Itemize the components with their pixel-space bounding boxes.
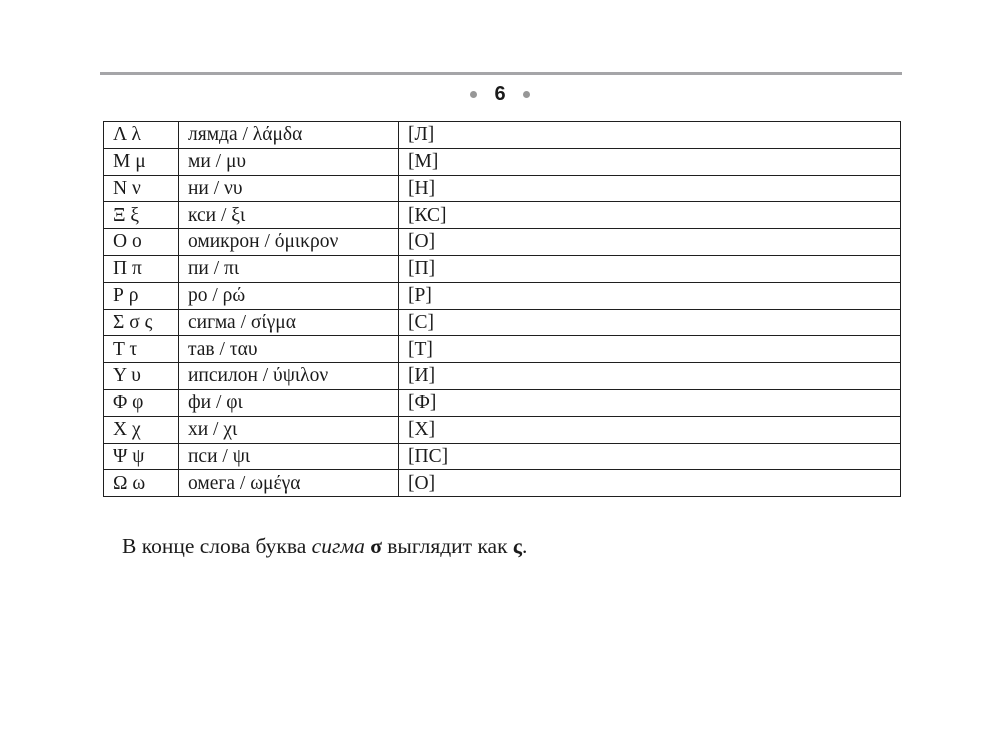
letter-name-cell: омега / ωμέγα xyxy=(179,470,399,497)
letter-name-cell: ро / ρώ xyxy=(179,282,399,309)
note-period: . xyxy=(522,534,528,558)
table-row xyxy=(104,470,901,497)
letter-name-cell: ми / μυ xyxy=(179,148,399,175)
pronunciation-cell: [КС] xyxy=(399,202,901,229)
table-row xyxy=(104,122,901,149)
table-row xyxy=(104,416,901,443)
greek-letter-cell: Ω ω xyxy=(104,470,179,497)
pronunciation-cell: [С] xyxy=(399,309,901,336)
pronunciation-cell: [О] xyxy=(399,470,901,497)
letter-name-cell: лямда / λάμδα xyxy=(179,122,399,149)
table-row xyxy=(104,336,901,363)
note-text: В конце слова буква xyxy=(122,534,307,558)
table-row xyxy=(104,363,901,390)
table-row xyxy=(104,309,901,336)
greek-letter-cell: Φ φ xyxy=(104,389,179,416)
letter-name-cell: фи / φι xyxy=(179,389,399,416)
pronunciation-cell: [Х] xyxy=(399,416,901,443)
page-dot-right-icon xyxy=(523,91,530,98)
greek-letter-cell: Ρ ρ xyxy=(104,282,179,309)
letter-name-cell: пи / πι xyxy=(179,255,399,282)
greek-letter-cell: Ν ν xyxy=(104,175,179,202)
pronunciation-cell: [Т] xyxy=(399,336,901,363)
page-header xyxy=(0,84,1000,104)
pronunciation-cell: [Р] xyxy=(399,282,901,309)
table-row xyxy=(104,443,901,470)
letter-name-cell: тав / ταυ xyxy=(179,336,399,363)
pronunciation-cell: [М] xyxy=(399,148,901,175)
table-row xyxy=(104,202,901,229)
greek-letter-cell: Ο ο xyxy=(104,229,179,256)
letter-name-cell: ни / νυ xyxy=(179,175,399,202)
greek-letter-cell: Χ χ xyxy=(104,416,179,443)
pronunciation-cell: [Л] xyxy=(399,122,901,149)
table-row xyxy=(104,148,901,175)
greek-letter-cell: Ξ ξ xyxy=(104,202,179,229)
greek-letter-cell: Τ τ xyxy=(104,336,179,363)
note-text: выглядит как xyxy=(387,534,508,558)
note-italic-word: сигма xyxy=(311,534,365,558)
greek-letter-cell: Π π xyxy=(104,255,179,282)
pronunciation-cell: [Н] xyxy=(399,175,901,202)
page-number: 6 xyxy=(494,83,506,105)
pronunciation-cell: [П] xyxy=(399,255,901,282)
greek-letter-cell: Μ μ xyxy=(104,148,179,175)
table-row xyxy=(104,282,901,309)
letter-name-cell: пси / ψι xyxy=(179,443,399,470)
top-divider xyxy=(100,72,902,75)
pronunciation-cell: [ПС] xyxy=(399,443,901,470)
greek-letter-cell: Σ σ ς xyxy=(104,309,179,336)
pronunciation-cell: [О] xyxy=(399,229,901,256)
greek-letter-cell: Λ λ xyxy=(104,122,179,149)
page-dot-left-icon xyxy=(470,91,477,98)
greek-letter-cell: Υ υ xyxy=(104,363,179,390)
letter-name-cell: ипсилон / ύψιλον xyxy=(179,363,399,390)
note-bold-sigma: σ xyxy=(370,534,382,558)
letter-name-cell: кси / ξι xyxy=(179,202,399,229)
letter-name-cell: сигма / σίγμα xyxy=(179,309,399,336)
pronunciation-cell: [И] xyxy=(399,363,901,390)
table-row xyxy=(104,255,901,282)
note-bold-final-sigma: ς xyxy=(512,534,522,558)
greek-alphabet-table xyxy=(103,121,901,497)
greek-letter-cell: Ψ ψ xyxy=(104,443,179,470)
letter-name-cell: хи / χι xyxy=(179,416,399,443)
letter-name-cell: омикрон / όμικρον xyxy=(179,229,399,256)
table-row xyxy=(104,389,901,416)
table-row xyxy=(104,175,901,202)
sigma-note xyxy=(103,533,903,560)
greek-alphabet-table-body xyxy=(104,122,901,497)
table-row xyxy=(104,229,901,256)
pronunciation-cell: [Ф] xyxy=(399,389,901,416)
